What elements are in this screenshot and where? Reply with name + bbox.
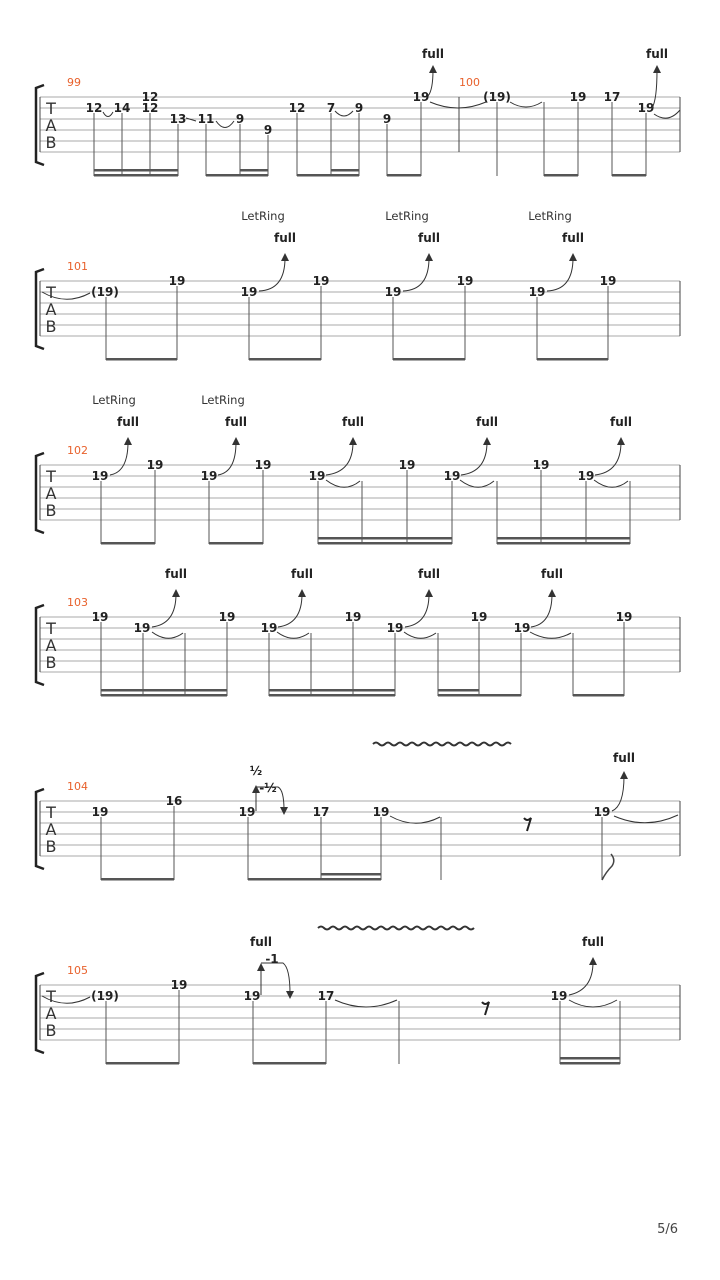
bend-label: full (291, 567, 313, 581)
fret-number: 19 (91, 610, 109, 624)
fret-number: 19 (260, 621, 278, 635)
clef-letter-b: B (45, 501, 57, 520)
staff-lines (40, 801, 680, 856)
fret-number: 17 (312, 805, 330, 819)
vibrato-line (318, 927, 474, 930)
fret-number: 9 (235, 112, 245, 126)
measure-number: 101 (67, 260, 88, 273)
clef-letter-t: T (46, 467, 56, 486)
fret-number: 19 (386, 621, 404, 635)
beams (101, 873, 381, 881)
bend-label: full (165, 567, 187, 581)
fret-number: 19 (599, 274, 617, 288)
bend-label: full (274, 231, 296, 245)
page-number: 5/6 (657, 1222, 678, 1237)
clef-letter-a: A (45, 484, 57, 503)
fret-number: 19 (170, 978, 188, 992)
clef-letter-a: A (45, 300, 57, 319)
fret-number: 19 (577, 469, 595, 483)
clef-letter-t: T (46, 99, 56, 118)
system-5 (36, 743, 680, 881)
fret-number: 19 (532, 458, 550, 472)
fret-number: 9 (354, 101, 364, 115)
fret-number: 12 (141, 101, 159, 115)
fret-number: 13 (169, 112, 187, 126)
fret-number: 19 (637, 101, 655, 115)
bend-arrow (152, 594, 176, 627)
bend-arrow (461, 442, 487, 475)
fret-number: 19 (254, 458, 272, 472)
bend-label: full (418, 231, 440, 245)
bend-label: full (562, 231, 584, 245)
clef-letter-b: B (45, 133, 57, 152)
fret-number: 12 (141, 90, 159, 104)
bend-label: full (422, 47, 444, 61)
clef-letter-t: T (46, 619, 56, 638)
bend-arrow (278, 594, 302, 627)
clef-letter-b: B (45, 837, 57, 856)
fret-number: 19 (344, 610, 362, 624)
measure-number: 100 (459, 76, 480, 89)
stems (101, 806, 602, 880)
fret-number: 19 (398, 458, 416, 472)
clef-letter-t: T (46, 987, 56, 1006)
bend-label: full (476, 415, 498, 429)
clef-letter-t: T (46, 283, 56, 302)
bend-arrow (531, 594, 552, 627)
bend-arrow (405, 594, 429, 627)
clef-letter-b: B (45, 653, 57, 672)
fret-number: 19 (513, 621, 531, 635)
bend-label: full (225, 415, 247, 429)
let-ring-label: LetRing (385, 209, 429, 223)
fret-number: 19 (593, 805, 611, 819)
release-label: -1 (265, 952, 279, 966)
fret-number: 14 (113, 101, 131, 115)
let-ring-label: LetRing (528, 209, 572, 223)
fret-number: 19 (312, 274, 330, 288)
fret-number: 19 (615, 610, 633, 624)
fret-number: (19) (483, 90, 511, 104)
measure-number: 105 (67, 964, 88, 977)
fret-number: 19 (238, 805, 256, 819)
fret-number: 19 (470, 610, 488, 624)
bend-arrow (218, 442, 236, 475)
fret-number: 19 (569, 90, 587, 104)
bend-label: full (117, 415, 139, 429)
bend-arrow (259, 258, 285, 291)
clef-letter-a: A (45, 1004, 57, 1023)
bend-label: full (613, 751, 635, 765)
clef-letter-b: B (45, 1021, 57, 1040)
fret-number: 9 (382, 112, 392, 126)
let-ring-label: LetRing (201, 393, 245, 407)
let-ring-label: LetRing (92, 393, 136, 407)
fret-number: 19 (384, 285, 402, 299)
slurs (103, 102, 680, 128)
bend-label: full (541, 567, 563, 581)
fret-number: 19 (412, 90, 430, 104)
fret-number: 19 (240, 285, 258, 299)
measure-number: 103 (67, 596, 88, 609)
fret-number: 17 (317, 989, 335, 1003)
system-2 (36, 209, 680, 361)
bend-arrow (595, 442, 621, 475)
bend-label: full (418, 567, 440, 581)
fret-number: 16 (165, 794, 183, 808)
stems (101, 622, 624, 696)
system-3 (36, 393, 680, 545)
beams (106, 1057, 620, 1065)
beams (94, 169, 646, 177)
fret-number: 19 (91, 805, 109, 819)
system-1 (36, 47, 680, 177)
stems (106, 990, 620, 1064)
flag (602, 854, 614, 880)
release-label: -½ (259, 781, 277, 795)
bend-label: full (342, 415, 364, 429)
beams (106, 358, 608, 361)
bend-label: full (582, 935, 604, 949)
fret-number: 19 (200, 469, 218, 483)
slurs (152, 632, 571, 638)
fret-number: 9 (263, 123, 273, 137)
vibrato-line (373, 743, 511, 746)
clef-letter-a: A (45, 116, 57, 135)
bend-arrow (612, 776, 624, 811)
eighth-rest (482, 1002, 489, 1015)
fret-number: 19 (243, 989, 261, 1003)
clef-letter-a: A (45, 636, 57, 655)
clef-letter-t: T (46, 803, 56, 822)
measure-number: 102 (67, 444, 88, 457)
bend-arrow (547, 258, 573, 291)
fret-number: (19) (91, 285, 119, 299)
fret-number: 7 (326, 101, 336, 115)
fret-number: 11 (197, 112, 215, 126)
staff-lines (40, 281, 680, 336)
fret-number: 19 (91, 469, 109, 483)
system-4 (36, 567, 680, 697)
eighth-rest (524, 818, 531, 831)
fret-number: 19 (168, 274, 186, 288)
release-arrow (261, 963, 290, 994)
fret-number: 12 (85, 101, 103, 115)
beams (101, 689, 624, 697)
fret-number: 19 (550, 989, 568, 1003)
bend-arrow (403, 258, 429, 291)
fret-number: 19 (218, 610, 236, 624)
fret-number: 19 (528, 285, 546, 299)
fret-number: 19 (456, 274, 474, 288)
bend-arrow (569, 962, 593, 995)
measure-number: 104 (67, 780, 88, 793)
bend-label: full (250, 935, 272, 949)
beams (101, 537, 630, 545)
bend-label: full (610, 415, 632, 429)
fret-number: 12 (288, 101, 306, 115)
fret-number: (19) (91, 989, 119, 1003)
bend-arrow (110, 442, 128, 475)
clef-letter-a: A (45, 820, 57, 839)
fret-number: 19 (133, 621, 151, 635)
measure-number: 99 (67, 76, 81, 89)
fret-number: 19 (443, 469, 461, 483)
fret-number: 19 (146, 458, 164, 472)
let-ring-label: LetRing (241, 209, 285, 223)
fret-number: 19 (372, 805, 390, 819)
fret-number: 19 (308, 469, 326, 483)
staff-lines (40, 985, 680, 1040)
fret-number: 17 (603, 90, 621, 104)
clef-letter-b: B (45, 317, 57, 336)
bend-arrow (326, 442, 353, 475)
bend-label: full (646, 47, 668, 61)
bend-label: ½ (249, 764, 263, 778)
system-6 (36, 927, 680, 1065)
stems (101, 470, 630, 544)
slurs (390, 815, 678, 823)
